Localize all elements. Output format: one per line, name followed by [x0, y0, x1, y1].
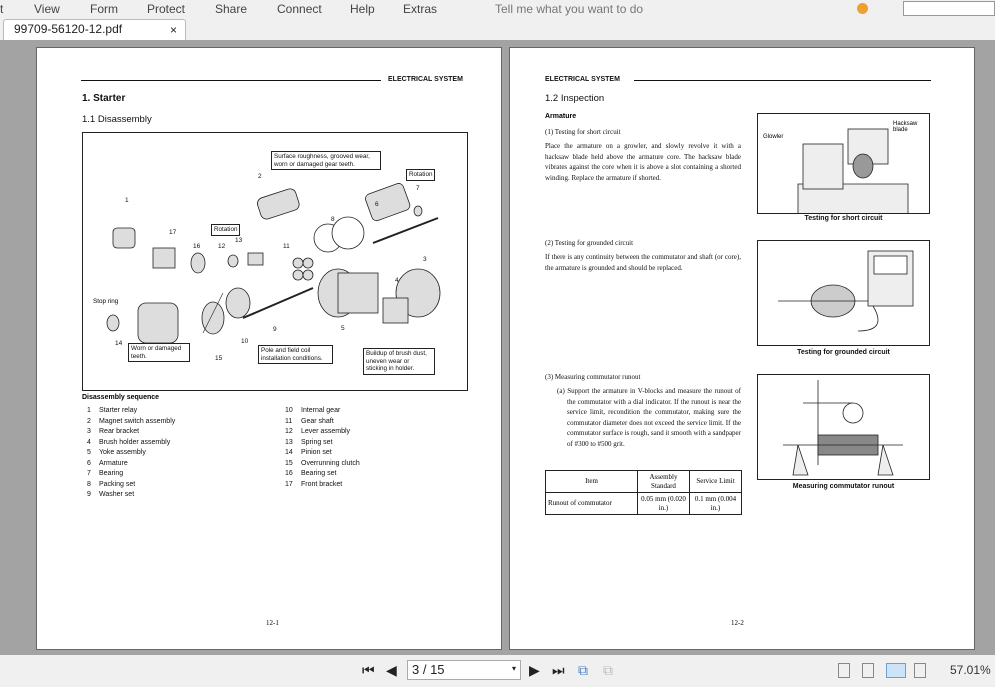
- page-12-1: [36, 47, 502, 650]
- sequence-item: 15 Overrunning clutch: [285, 459, 360, 467]
- page-number-value: 3 / 15: [412, 662, 445, 677]
- page-header: ELECTRICAL SYSTEM: [545, 76, 620, 83]
- part-number: 5: [341, 325, 345, 332]
- figure-caption: Testing for short circuit: [804, 215, 883, 222]
- armature-heading: Armature: [545, 113, 577, 120]
- part-number: 4: [395, 277, 399, 284]
- figure-caption: Testing for grounded circuit: [797, 349, 890, 356]
- tab-document[interactable]: [3, 19, 186, 41]
- part-number: 9: [273, 326, 277, 333]
- sequence-list-2: [285, 407, 360, 491]
- label-stop-ring: Stop ring: [93, 298, 119, 305]
- multimeter-illustration: [758, 241, 930, 346]
- previous-page-button[interactable]: ◀: [386, 662, 397, 678]
- tab-row: [0, 18, 995, 40]
- short-circuit-title: (1) Testing for short circuit: [545, 128, 621, 136]
- section-title: 1.2 Inspection: [545, 93, 605, 104]
- part-number: 3: [423, 256, 427, 263]
- sequence-item: 10 Internal gear: [285, 407, 341, 414]
- search-input[interactable]: [903, 1, 995, 16]
- section-title: 1. Starter: [82, 93, 126, 104]
- part-number: 16: [193, 243, 201, 250]
- tab-title: 99709-56120-12.pdf: [14, 22, 123, 36]
- part-number: 15: [215, 355, 223, 362]
- runout-table: [545, 470, 742, 515]
- grounded-title: (2) Testing for grounded circuit: [545, 239, 634, 247]
- part-number: 2: [258, 173, 262, 180]
- sequence-item: 9 Washer set: [87, 491, 135, 498]
- sequence-item: 16 Bearing set: [285, 470, 337, 477]
- dial-indicator-illustration: [758, 375, 930, 480]
- first-page-button[interactable]: ⏮: [362, 662, 375, 678]
- page-12-2: [509, 47, 975, 650]
- sequence-item: 17 Front bracket: [285, 480, 343, 488]
- sequence-item: 4 Brush holder assembly: [87, 438, 171, 446]
- grounded-text: If there is any continuity between the commutator and shaft (or core), the armature is grounded and should be replaced.: [545, 253, 741, 272]
- menu-connect[interactable]: Connect: [277, 2, 322, 16]
- menu-view[interactable]: View: [34, 2, 60, 16]
- menu-protect[interactable]: Protect: [147, 2, 186, 16]
- sequence-title: Disassembly sequence: [82, 394, 160, 401]
- sequence-item: 5 Yoke assembly: [87, 449, 146, 456]
- table-header: Service Limit: [690, 471, 742, 493]
- part-number: 11: [283, 243, 290, 250]
- label-growler: Glowler: [763, 134, 784, 140]
- sequence-item: 8 Packing set: [87, 480, 136, 488]
- sequence-item: 14 Pinion set: [285, 449, 332, 456]
- part-number: 6: [375, 201, 379, 208]
- page-header: ELECTRICAL SYSTEM: [388, 76, 463, 83]
- figure-short-circuit: [757, 113, 930, 214]
- table-cell: 0.05 mm (0.020 in.): [638, 493, 690, 515]
- figure-caption: Measuring commutator runout: [792, 483, 895, 490]
- subsection-title: 1.1 Disassembly: [82, 114, 152, 125]
- sequence-list-1: [87, 407, 175, 502]
- sequence-item: 7 Bearing: [87, 470, 124, 477]
- table-cell: Runout of commutator: [546, 493, 638, 515]
- page-number: 12-2: [731, 619, 744, 627]
- continuous-facing-view-icon[interactable]: [914, 663, 926, 678]
- header-rule: [81, 80, 381, 81]
- front-bracket-shape: [138, 303, 178, 343]
- figure-commutator-runout: [757, 374, 930, 480]
- part-number: 8: [331, 216, 335, 223]
- bottom-toolbar: [0, 655, 995, 687]
- table-cell: 0.1 mm (0.004 in.): [690, 493, 742, 515]
- sequence-item: 11 Gear shaft: [285, 417, 334, 425]
- callout-pole-coil: Pole and field coil installation conditions.: [258, 345, 333, 364]
- sequence-item: 1 Starter relay: [87, 407, 138, 414]
- part-number: 7: [416, 185, 420, 192]
- document-viewer: [0, 40, 995, 655]
- table-header: Item: [546, 471, 638, 493]
- part-number: 12: [218, 243, 226, 250]
- page-number: 12-1: [266, 619, 279, 627]
- part-number: 1: [125, 197, 129, 204]
- last-page-button[interactable]: ⏭: [552, 662, 565, 678]
- part-number: 17: [169, 229, 177, 236]
- notification-icon[interactable]: [857, 3, 868, 14]
- callout-worn-teeth: Worn or damaged teeth.: [128, 343, 190, 362]
- runout-title: (3) Measuring commutator runout: [545, 373, 641, 381]
- menu-help[interactable]: Help: [350, 2, 375, 16]
- menu-share[interactable]: Share: [215, 2, 248, 16]
- starter-exploded-diagram: [82, 132, 468, 391]
- label-hacksaw: Hacksaw blade: [893, 121, 918, 133]
- sequence-item: 6 Armature: [87, 459, 128, 467]
- callout-surface: Surface roughness, grooved wear, worn or damaged gear teeth.: [271, 151, 381, 170]
- table-header: Assembly Standard: [638, 471, 690, 493]
- next-page-button[interactable]: ▶: [529, 662, 540, 678]
- menu-edit[interactable]: t: [0, 2, 4, 16]
- previous-view-icon[interactable]: ⧉: [578, 662, 588, 678]
- sequence-item: 13 Spring set: [285, 438, 333, 446]
- tell-me-input[interactable]: Tell me what you want to do: [495, 2, 644, 16]
- figure-grounded-circuit: [757, 240, 930, 346]
- menu-form[interactable]: Form: [90, 2, 118, 16]
- menu-bar: [0, 0, 995, 18]
- close-icon[interactable]: ×: [169, 23, 177, 37]
- page-number-input[interactable]: [407, 660, 521, 680]
- callout-rotation: Rotation: [211, 224, 240, 236]
- sequence-item: 3 Rear bracket: [87, 428, 140, 435]
- menu-extras[interactable]: Extras: [403, 2, 438, 16]
- zoom-level[interactable]: 57.01%: [950, 663, 991, 677]
- runout-text: (a) Support the armature in V-blocks and measure the runout of the commutator with a dial indicator. If the runout is near the service limit, recondition the commutator, making sure the commutator diameter does not exceed the service limit. If the commutator surface is rough, sand it smooth with a sandpaper of #300 to #500 grit.: [557, 387, 741, 448]
- callout-brush: Buildup of brush dust, uneven wear or sticking in holder.: [363, 348, 435, 375]
- callout-rotation: Rotation: [406, 169, 435, 181]
- next-view-icon[interactable]: ⧉: [603, 662, 613, 678]
- part-number: 13: [235, 237, 243, 244]
- chevron-down-icon[interactable]: ▾: [511, 664, 516, 673]
- header-rule: [634, 80, 931, 81]
- single-page-view-icon[interactable]: [838, 663, 850, 678]
- relay-shape: [153, 248, 175, 268]
- part-number: 14: [115, 340, 123, 347]
- short-circuit-text: Place the armature on a growler, and slowly revolve it with a hacksaw blade held above the armature core. The hacksaw blade vibrates against the core when it is above a slot containing a shorted winding. Replace the armature if shorted.: [545, 142, 741, 182]
- facing-view-icon[interactable]: [886, 663, 906, 678]
- sequence-item: 12 Lever assembly: [285, 428, 351, 435]
- sequence-item: 2 Magnet switch assembly: [87, 417, 176, 425]
- continuous-view-icon[interactable]: [862, 663, 874, 678]
- part-number: 10: [241, 338, 249, 345]
